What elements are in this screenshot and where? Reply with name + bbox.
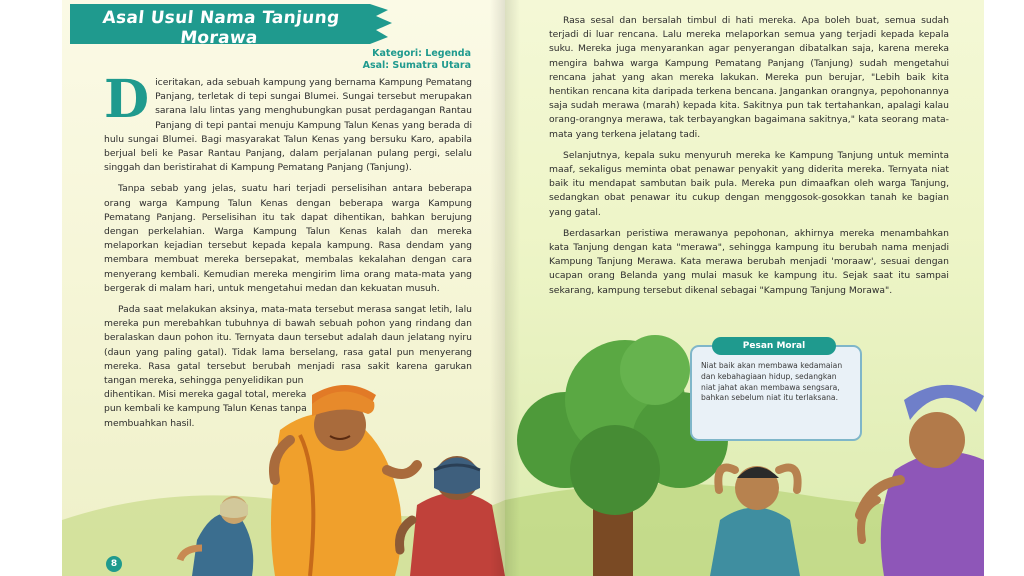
moral-text: Niat baik akan membawa kedamaian dan kebahagiaan hidup, sedangkan niat jahat akan membawa sengsara, bahkan sebelum niat itu terlaksana.: [701, 361, 843, 403]
story-origin: Asal: Sumatra Utara: [362, 60, 471, 71]
paragraph: Selanjutnya, kepala suku menyuruh mereka ke Kampung Tanjung untuk meminta maaf, sekaligus meminta obat penawar penyakit yang diderita mereka. Ternyata niat baik itu mendapat sambutan baik pula. Mereka pun dimaafkan oleh warga Tanjung, sedangkan obat penawar itu cukup dengan menggosok-gosokkan tanah ke bagian yang gatal.: [549, 149, 949, 218]
left-page-body: [104, 69, 472, 438]
right-page: [505, 0, 984, 576]
page-number: 8: [106, 556, 122, 572]
moral-message-box: [690, 341, 862, 441]
paragraph-text: iceritakan, ada sebuah kampung yang bernama Kampung Pematang Panjang, terletak di tepi sungai Blumei. Sungai tersebut merupakan sarana lalu lintas yang menghubungkan pusat perdagangan Rantau Panjang di tepi pantai menuju Kampung Talun Kenas yang berada di hulu sungai Blumei. Bagi masyarakat Talun Kenas yang bersuku Karo, apabila berjual beli ke Pasar Rantau Panjang, dalam perjalanan pulang pergi, selalu singgah dan beristirahat di Kampung Pematang Panjang (Tanjung).: [104, 77, 472, 174]
paragraph: Rasa sesal dan bersalah timbul di hati mereka. Apa boleh buat, semua sudah terjadi di luar rencana. Lalu mereka melaporkan semua yang terjadi kepada kepala suku. Mereka juga menyarankan agar penyerangan dibatalkan saja, karena mereka mengira bahwa warga Kampung Pematang Panjang (Tanjung) sudah mengetahui rencana jahat yang akan mereka lakukan. Mereka pun berujar, "Lebih baik kita hentikan rencana kita daripada terkena bencana. Jangankan orangnya, pepohonannya saja sudah merawa (marah) kepada kita. Sakitnya pun tak tertahankan, apalagi kalau orang-orangnya merawa, tak terbayangkan bagaimana sakitnya," kata seorang mata-mata yang terkena jelatang tadi.: [549, 15, 949, 140]
book-spread: [62, 0, 984, 576]
title-banner: [70, 4, 398, 48]
paragraph: Pada saat melakukan aksinya, mata-mata tersebut merasa sangat letih, lalu mereka pun merebahkan tubuhnya di bawah sebuah pohon yang rindang dan beralaskan daun pohon itu. Ternyata daun tersebut adalah daun jelatang nyiru (daun yang paling gatal). Tidak lama berselang, rasa gatal pun menyerang mereka. Rasa gatal tersebut berubah menjadi rasa sakit karena garukan tangan mereka, sehingga penyelidikan pun: [104, 304, 472, 387]
moral-title: Pesan Moral: [742, 341, 806, 351]
moral-title-tab: [712, 337, 836, 355]
paragraph: [104, 69, 472, 175]
itchy-spy-figure: [710, 466, 800, 576]
story-title: Asal Usul Nama Tanjung Morawa: [101, 8, 341, 48]
paragraph: Berdasarkan peristiwa merawanya pepohonan, akhirnya mereka menambahkan kata Tanjung dengan kata "merawa", sehingga kampung itu berubah nama menjadi Kampung Tanjung Merawa. Kata merawa berubah menjadi 'moraaw', sesuai dengan ucapan orang Belanda yang mulai masuk ke kampung itu. Sejak saat itu sampai sekarang, kampung tersebut dikenal sebagai "Kampung Tanjung Morawa".: [549, 227, 949, 296]
paragraph: dihentikan. Misi mereka gagal total, mereka pun kembali ke kampung Talun Kenas tanpa membuahkan hasil.: [104, 389, 307, 429]
right-page-body: [549, 14, 949, 305]
paragraph: Tanpa sebab yang jelas, suatu hari terjadi perselisihan antara beberapa orang warga Kampung Talun Kenas dengan beberapa warga Kampung Pematang Panjang. Perselisihan itu tak dapat dihentikan, bahkan berujung dengan perkelahian. Warga Kampung Talun Kenas kalah dan mereka melaporkan kejadian tersebut kepada kepala kampung. Rasa dendam yang membara membuat mereka bersepakat, membalas kekalahan dengan cara menyerang kembali. Kemudian mereka mengirim lima orang mata-mata yang bergerak di malam hari, untuk mengetahui medan dan kekuatan musuh.: [104, 183, 472, 294]
left-page: [62, 0, 505, 576]
drop-cap: D: [104, 69, 150, 130]
story-category: Kategori: Legenda: [372, 48, 471, 59]
